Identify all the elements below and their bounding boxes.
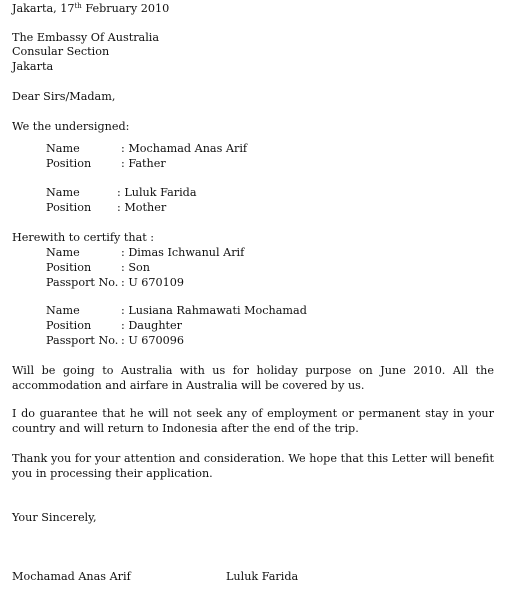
body-paragraph-1: Will be going to Australia with us for holiday purpose on June 2010. All the accommodation and airfare in Australia will be covered by us.: [12, 364, 494, 392]
parent-2-name-label: Name: [46, 186, 80, 199]
recipient-line-1: The Embassy Of Australia: [12, 31, 160, 44]
parent-2-name-value: : Luluk Farida: [117, 186, 197, 199]
child-2-passport-label: Passport No.: [46, 334, 119, 347]
date-month-year: February 2010: [81, 2, 170, 15]
signature-name-father: Mochamad Anas Arif: [12, 570, 131, 583]
child-1-position-label: Position: [46, 261, 92, 274]
date-ordinal-suffix: th: [74, 2, 82, 10]
salutation: Dear Sirs/Madam,: [12, 90, 116, 103]
child-1-name-value: : Dimas Ichwanul Arif: [121, 246, 245, 259]
certify-heading: Herewith to certify that :: [12, 231, 155, 244]
body-paragraph-3: Thank you for your attention and consideration. We hope that this Letter will benefit you in processing their application.: [12, 452, 494, 480]
child-2-name-value: : Lusiana Rahmawati Mochamad: [121, 304, 307, 317]
parent-2-position-value: : Mother: [117, 201, 167, 214]
intro-line: We the undersigned:: [12, 120, 130, 133]
recipient-line-3: Jakarta: [12, 60, 54, 73]
child-2-name-label: Name: [46, 304, 80, 317]
parent-1-name-label: Name: [46, 142, 80, 155]
child-1-position-value: : Son: [121, 261, 150, 274]
child-2-position-value: : Daughter: [121, 319, 183, 332]
parent-1-position-value: : Father: [121, 157, 166, 170]
child-2-passport-value: : U 670096: [121, 334, 185, 347]
parent-1-position-label: Position: [46, 157, 92, 170]
closing-line: Your Sincerely,: [12, 511, 97, 524]
child-1-passport-value: : U 670109: [121, 276, 185, 289]
child-1-name-label: Name: [46, 246, 80, 259]
child-2-position-label: Position: [46, 319, 92, 332]
body-paragraph-2: I do guarantee that he will not seek any of employment or permanent stay in your country and will return to Indonesia after the end of the trip.: [12, 407, 494, 435]
signature-name-mother: Luluk Farida: [226, 570, 299, 583]
date-city: Jakarta, 17: [12, 2, 75, 15]
letter-date: [12, 2, 169, 16]
parent-1-name-value: : Mochamad Anas Arif: [121, 142, 248, 155]
parent-2-position-label: Position: [46, 201, 92, 214]
recipient-line-2: Consular Section: [12, 45, 110, 58]
child-1-passport-label: Passport No.: [46, 276, 119, 289]
